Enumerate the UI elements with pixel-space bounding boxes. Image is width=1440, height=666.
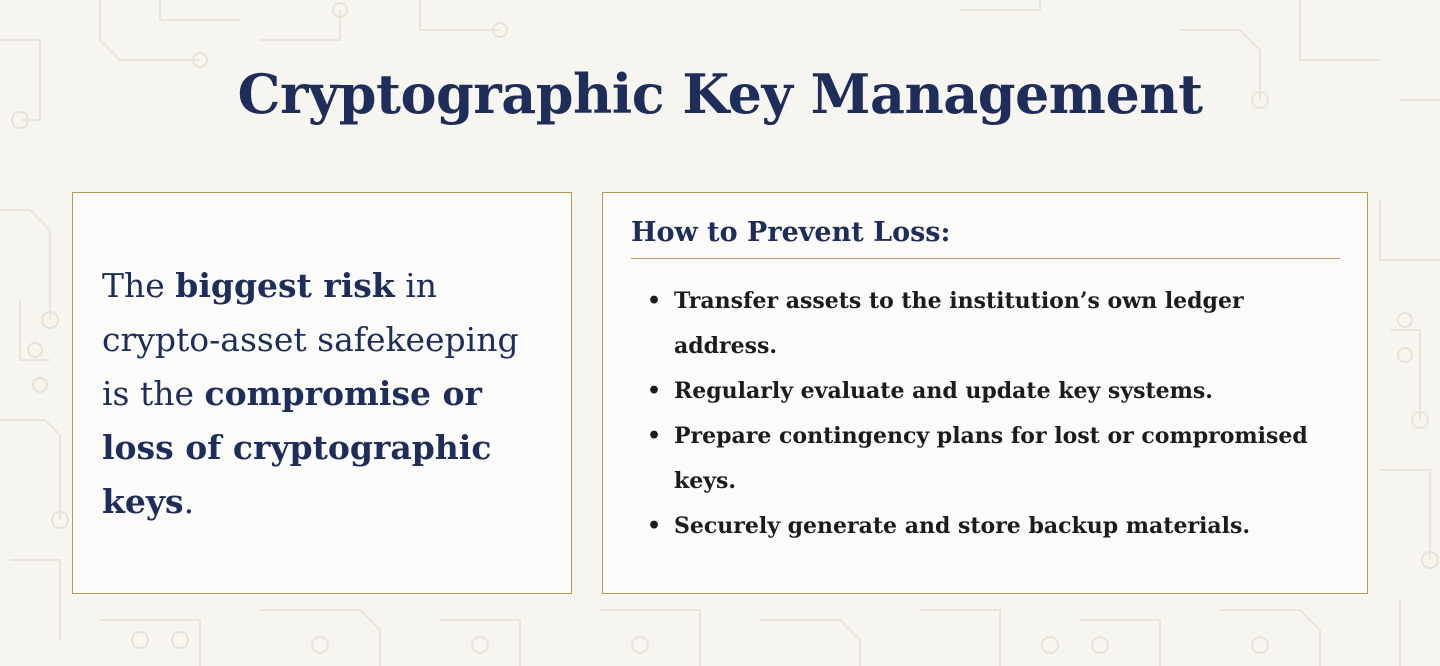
statement-segment: The	[102, 266, 176, 305]
prevention-card	[602, 192, 1368, 594]
page-title: Cryptographic Key Management	[237, 62, 1203, 126]
bullet-icon: •	[647, 423, 662, 449]
list-item	[647, 279, 1327, 369]
heading-divider	[631, 258, 1340, 259]
bullet-icon: •	[647, 378, 662, 404]
statement-segment: .	[183, 482, 195, 521]
prevention-heading: How to Prevent Loss:	[631, 217, 951, 248]
list-item-label: Securely generate and store backup materials.	[674, 513, 1251, 539]
statement-emphasis: biggest risk	[175, 266, 395, 305]
bullet-icon: •	[647, 513, 662, 539]
key-risk-card	[72, 192, 572, 594]
list-item-label: Transfer assets to the institution’s own ledger address.	[674, 288, 1244, 359]
bullet-icon: •	[647, 288, 662, 314]
prevention-list	[647, 279, 1327, 549]
statement-emphasis: compromise or loss of cryptographic keys	[102, 374, 492, 521]
list-item	[647, 504, 1327, 549]
key-risk-statement	[102, 259, 542, 529]
list-item-label: Regularly evaluate and update key systems.	[674, 378, 1213, 404]
list-item-label: Prepare contingency plans for lost or compromised keys.	[674, 423, 1308, 494]
statement-segment: in crypto-asset safekeeping is the	[102, 266, 519, 413]
list-item	[647, 414, 1327, 504]
list-item	[647, 369, 1327, 414]
